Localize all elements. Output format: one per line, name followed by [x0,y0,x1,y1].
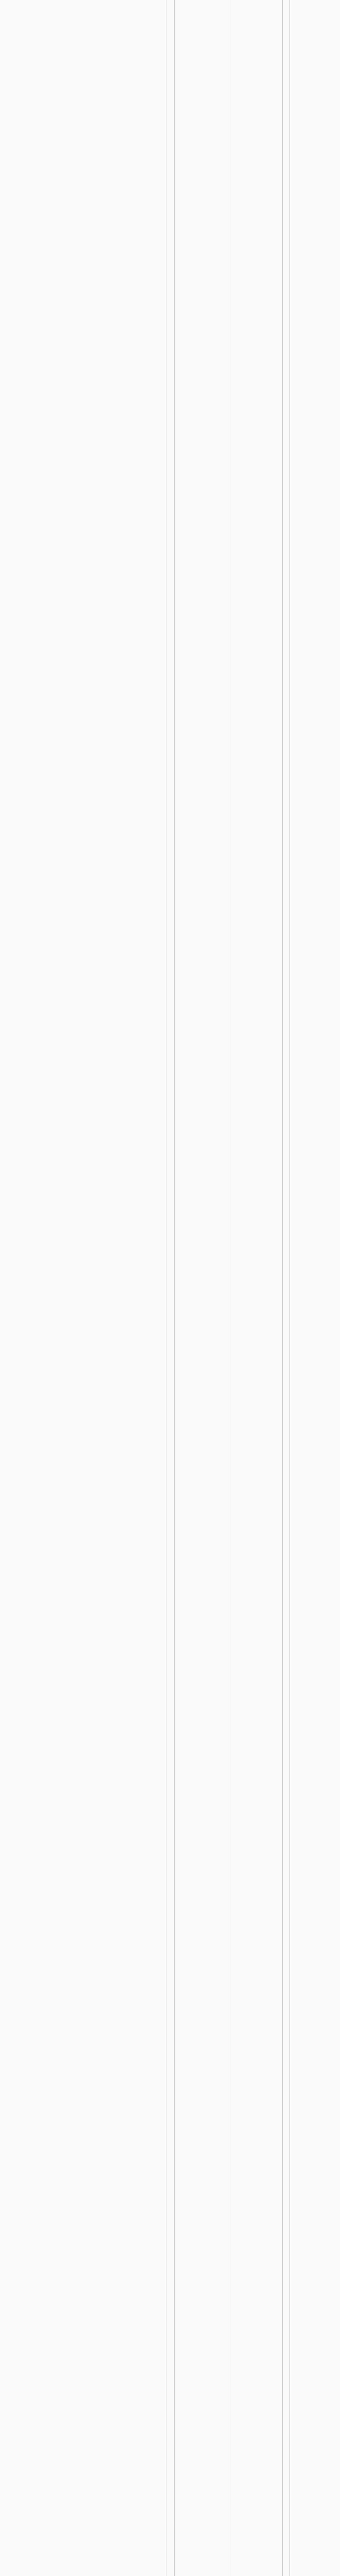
column-divider [174,0,175,2576]
column-divider [282,0,283,2576]
